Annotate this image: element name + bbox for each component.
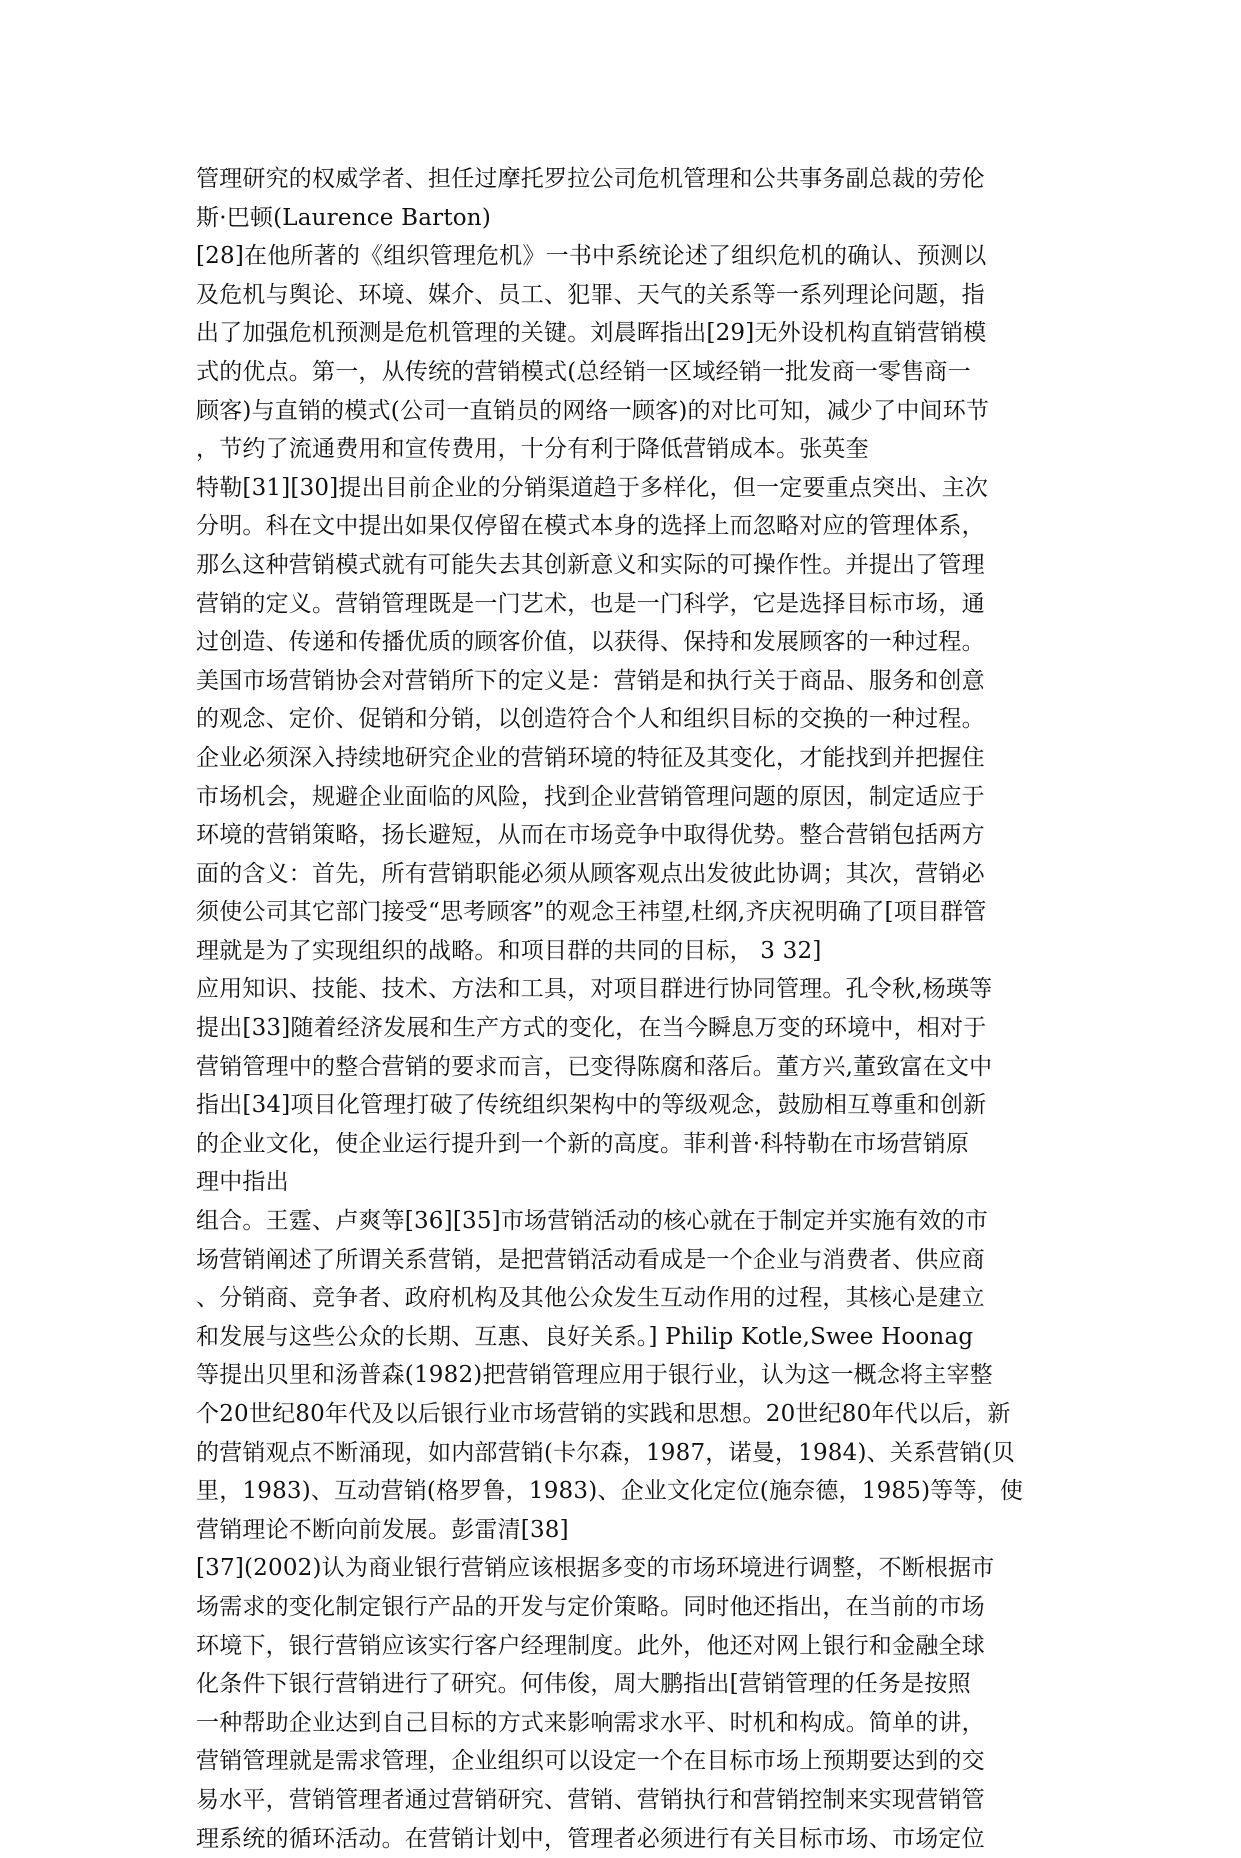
text-line: 分明。科在文中提出如果仅停留在模式本身的选择上而忽略对应的管理体系， xyxy=(196,513,985,540)
text-line: 营销管理就是需求管理，企业组织可以设定一个在目标市场上预期要达到的交 xyxy=(196,1748,985,1775)
text-line: 应用知识、技能、技术、方法和工具，对项目群进行协同管理。孔令秋,杨瑛等 xyxy=(196,976,993,1003)
text-line: 易水平，营销管理者通过营销研究、营销、营销执行和营销控制来实现营销管 xyxy=(196,1786,985,1813)
text-line: 企业必须深入持续地研究企业的营销环境的特征及其变化，才能找到并把握住 xyxy=(196,744,985,771)
body-text xyxy=(196,160,1056,1858)
text-line: 特勒[31][30]提出目前企业的分销渠道趋于多样化，但一定要重点突出、主次 xyxy=(196,474,989,501)
text-line: 美国市场营销协会对营销所下的定义是：营销是和执行关于商品、服务和创意 xyxy=(196,667,985,694)
text-line: 的企业文化，使企业运行提升到一个新的高度。菲利普·科特勒在市场营销原 xyxy=(196,1130,970,1157)
text-line: 提出[33]随着经济发展和生产方式的变化，在当今瞬息万变的环境中，相对于 xyxy=(196,1015,987,1042)
text-line: 等提出贝里和汤普森(1982)把营销管理应用于银行业，认为这一概念将主宰整 xyxy=(196,1362,993,1389)
text-line: 营销的定义。营销管理既是一门艺术，也是一门科学，它是选择目标市场，通 xyxy=(196,590,985,617)
text-line: 理中指出 xyxy=(196,1169,289,1196)
text-line: 出了加强危机预测是危机管理的关键。刘晨晖指出[29]无外设机构直销营销模 xyxy=(196,320,987,347)
text-line: 市场机会，规避企业面临的风险，找到企业营销管理问题的原因，制定适应于 xyxy=(196,783,985,810)
text-line: 营销理论不断向前发展。彭雷清[38] xyxy=(196,1516,569,1543)
text-line: 组合。王霆、卢爽等[36][35]市场营销活动的核心就在于制定并实施有效的市 xyxy=(196,1208,989,1235)
text-line: 、分销商、竞争者、政府机构及其他公众发生互动作用的过程，其核心是建立 xyxy=(196,1285,985,1312)
text-line: 里，1983)、互动营销(格罗鲁，1983)、企业文化定位(施奈德，1985)等等，使 xyxy=(196,1478,1024,1505)
text-line: 一种帮助企业达到自己目标的方式来影响需求水平、时机和构成。简单的讲， xyxy=(196,1709,985,1736)
text-line: 管理研究的权威学者、担任过摩托罗拉公司危机管理和公共事务副总裁的劳伦 xyxy=(196,166,985,192)
text-line: 和发展与这些公众的长期、互惠、良好关系。] Philip Kotle,Swee Hoonag xyxy=(196,1323,974,1350)
text-line: 的营销观点不断涌现，如内部营销(卡尔森，1987，诺曼，1984)、关系营销(贝 xyxy=(196,1439,1015,1466)
text-line: 理就是为了实现组织的战略。和项目群的共同的目标， 3 32] xyxy=(196,937,822,964)
text-line: 过创造、传递和传播优质的顾客价值，以获得、保持和发展顾客的一种过程。 xyxy=(196,629,985,656)
text-line: 理系统的循环活动。在营销计划中，管理者必须进行有关目标市场、市场定位 xyxy=(196,1825,985,1852)
text-line: 化条件下银行营销进行了研究。何伟俊，周大鹏指出[营销管理的任务是按照 xyxy=(196,1671,971,1698)
text-line: 的观念、定价、促销和分销，以创造符合个人和组织目标的交换的一种过程。 xyxy=(196,706,985,733)
text-line: 指出[34]项目化管理打破了传统组织架构中的等级观念，鼓励相互尊重和创新 xyxy=(196,1092,987,1119)
text-line: 环境的营销策略，扬长避短，从而在市场竞争中取得优势。整合营销包括两方 xyxy=(196,822,985,849)
text-line: 须使公司其它部门接受“思考顾客”的观念王祎望,杜纲,齐庆祝明确了[项目群管 xyxy=(196,899,987,926)
text-line: 顾客)与直销的模式(公司一直销员的网络一顾客)的对比可知，减少了中间环节 xyxy=(196,397,990,424)
text-line: 式的优点。第一，从传统的营销模式(总经销一区域经销一批发商一零售商一 xyxy=(196,358,971,385)
text-line: ，节约了流通费用和宣传费用，十分有利于降低营销成本。张英奎 xyxy=(196,436,869,463)
text-line: 个20世纪80年代及以后银行业市场营销的实践和思想。20世纪80年代以后，新 xyxy=(196,1401,1011,1427)
text-line: 场需求的变化制定银行产品的开发与定价策略。同时他还指出，在当前的市场 xyxy=(196,1593,985,1620)
text-line: 面的含义：首先，所有营销职能必须从顾客观点出发彼此协调；其次，营销必 xyxy=(196,860,985,887)
text-line: 那么这种营销模式就有可能失去其创新意义和实际的可操作性。并提出了管理 xyxy=(196,551,985,578)
text-line: 斯·巴顿(Laurence Barton) xyxy=(196,204,491,231)
text-line: 营销管理中的整合营销的要求而言，已变得陈腐和落后。董方兴,董致富在文中 xyxy=(196,1053,993,1080)
text-line: 场营销阐述了所谓关系营销，是把营销活动看成是一个企业与消费者、供应商 xyxy=(196,1246,985,1273)
text-line: [28]在他所著的《组织管理危机》一书中系统论述了组织危机的确认、预测以 xyxy=(196,243,987,270)
text-line: [37](2002)认为商业银行营销应该根据多变的市场环境进行调整，不断根据市 xyxy=(196,1555,995,1582)
text-line: 及危机与舆论、环境、媒介、员工、犯罪、天气的关系等一系列理论问题，指 xyxy=(196,281,985,308)
text-line: 环境下，银行营销应该实行客户经理制度。此外，他还对网上银行和金融全球 xyxy=(196,1632,985,1659)
